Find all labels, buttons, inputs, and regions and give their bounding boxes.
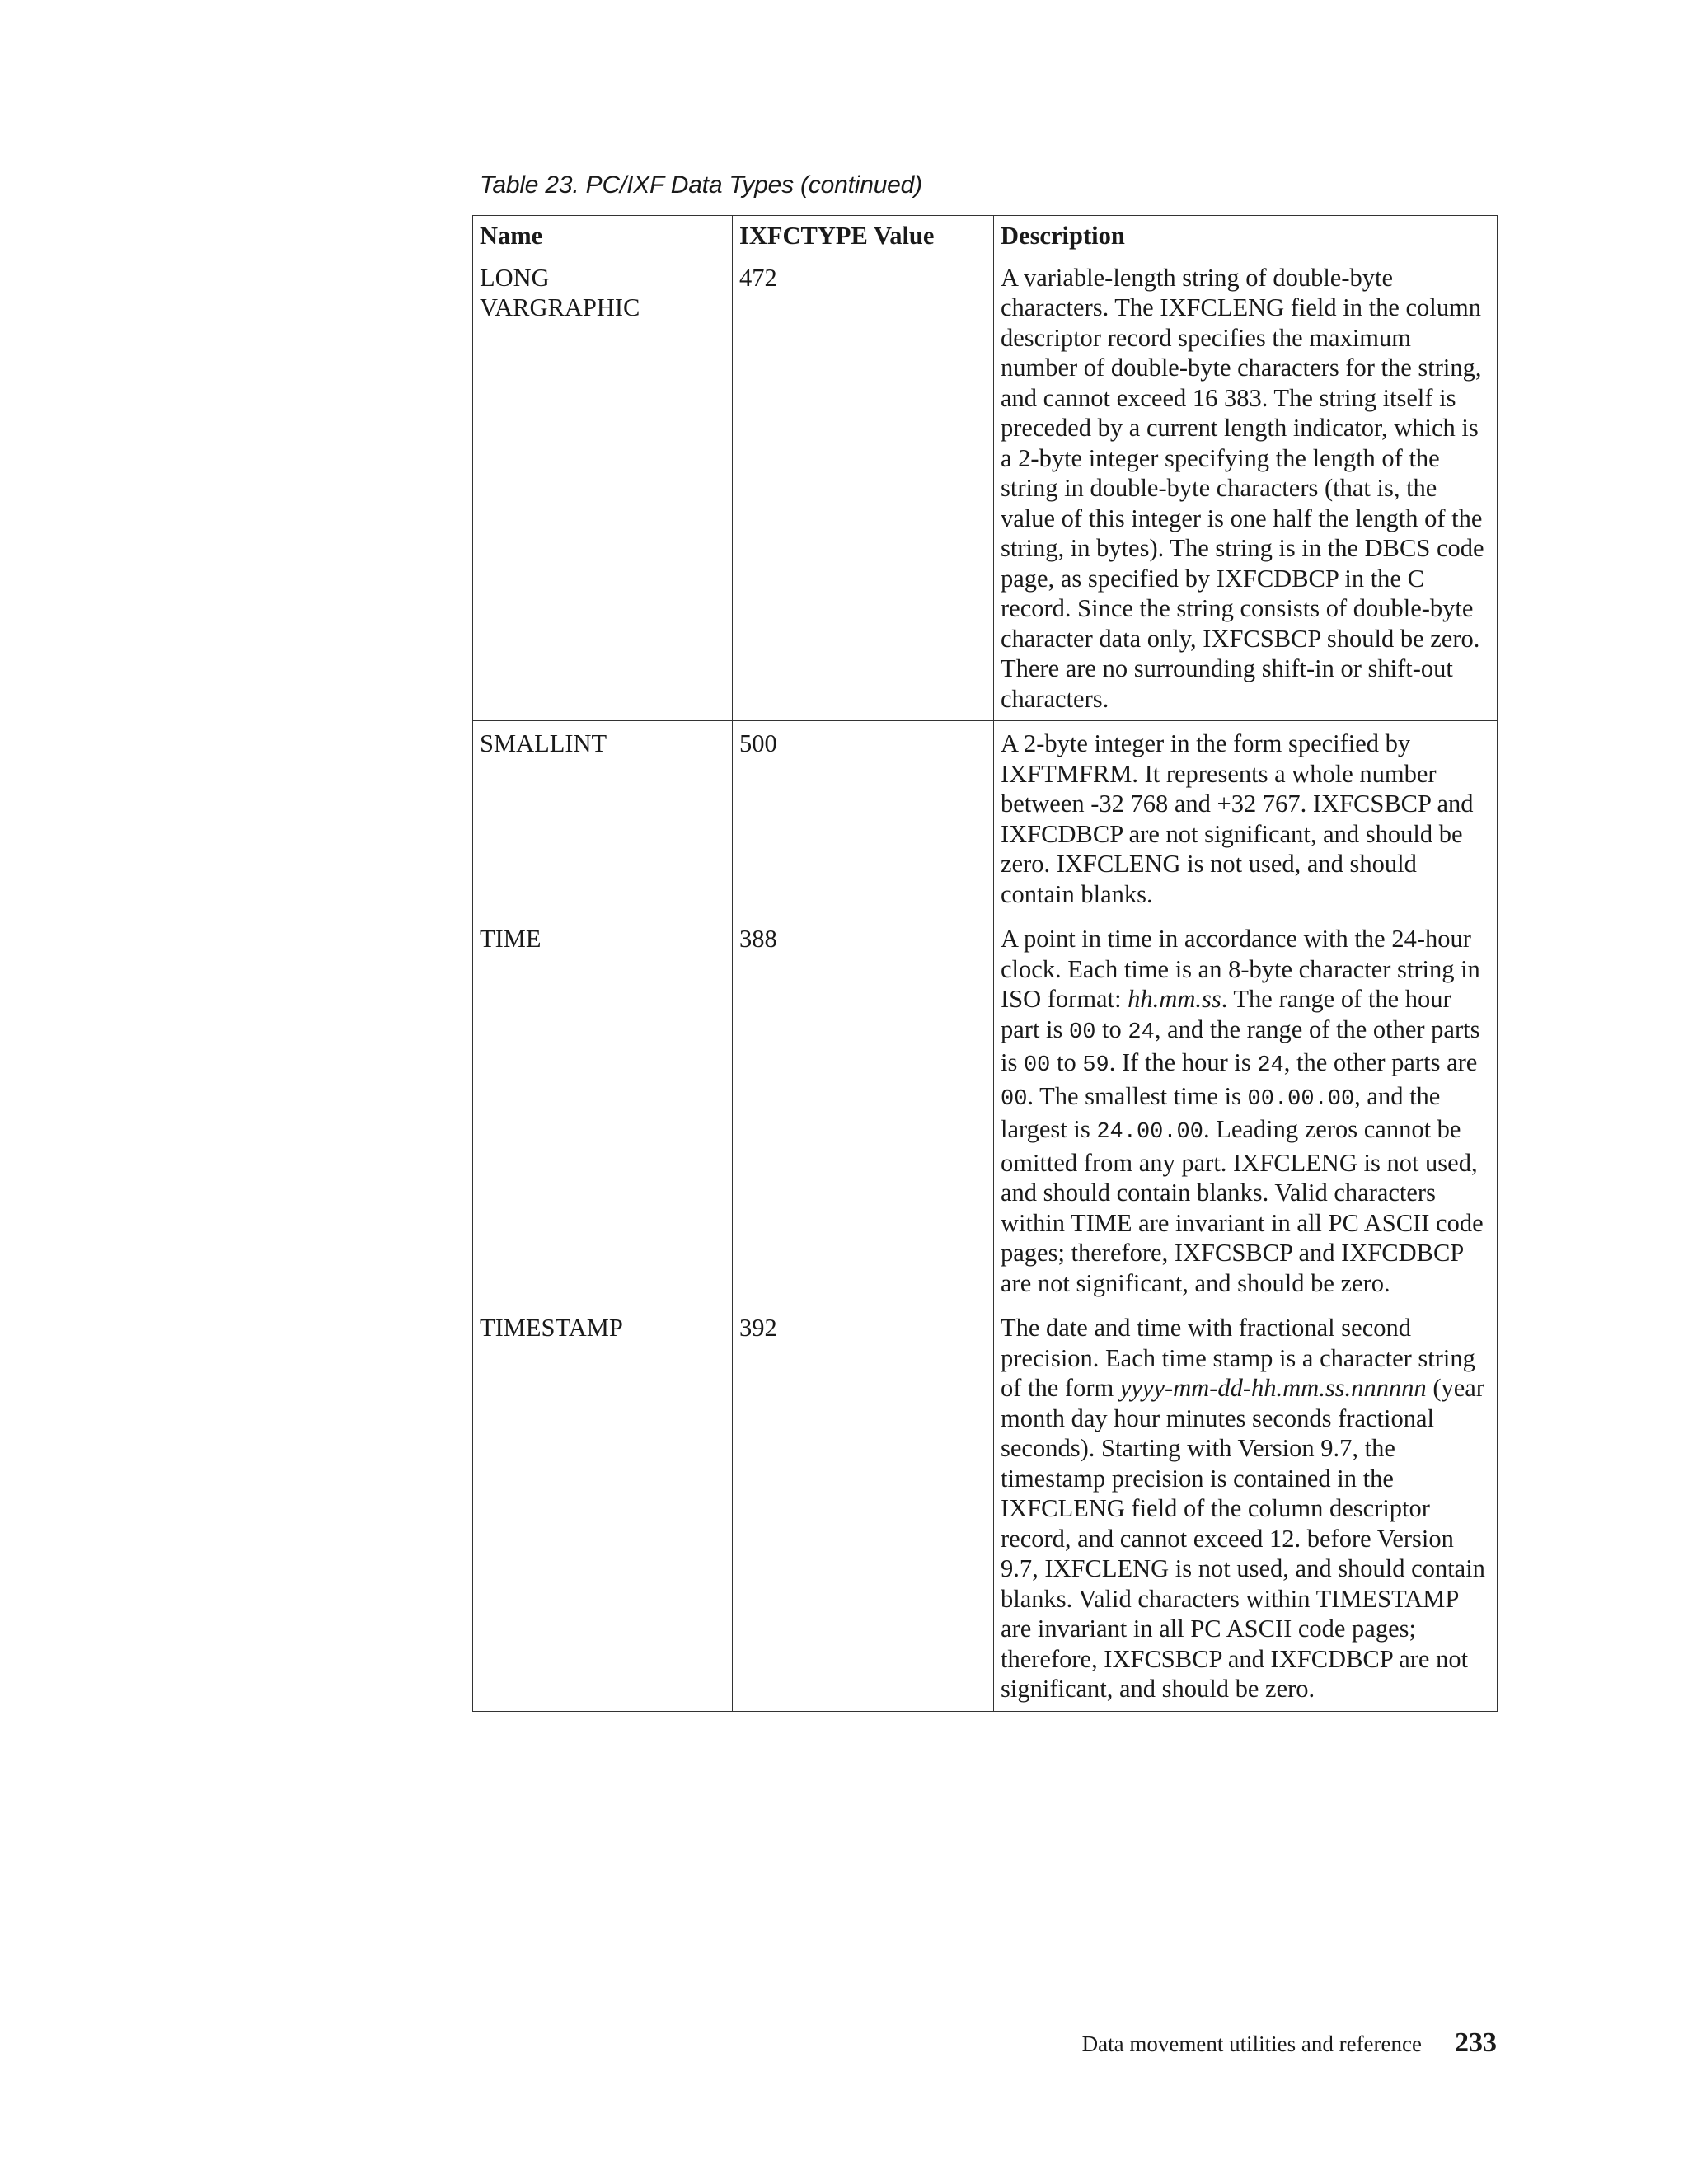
page-footer <box>1082 2027 1497 2059</box>
code-value: 24 <box>1257 1053 1284 1078</box>
desc-text: . Leading zeros cannot be omitted from any part. IXFCLENG is not used, and should contain blanks. Valid characters within TIME are invariant in all PC ASCII code pages; therefore, IXFCSBCP and IXFCDBCP are not significant, and should be zero. <box>1001 1115 1484 1297</box>
desc-text: , and the largest is <box>1001 1081 1441 1143</box>
table-caption: Table 23. PC/IXF Data Types (continued) <box>480 171 922 199</box>
row-name: TIMESTAMP <box>473 1305 733 1712</box>
code-value: 24 <box>1128 1019 1155 1045</box>
row-name <box>473 255 733 721</box>
row-description: A variable-length string of double-byte characters. The IXFCLENG field in the column descriptor record specifies the maximum number of double-byte characters for the string, and cannot exceed 16 383. The string itself is preceded by a current length indicator, which is a 2-byte integer specifying the length of the string in double-byte characters (that is, the value of this integer is one half the length of the string, in bytes). The string is in the DBCS code page, as specified by IXFCDBCP in the C record. Since the string consists of double-byte character data only, IXFCSBCP should be zero. There are no surrounding shift-in or shift-out characters. <box>994 255 1498 721</box>
table-header-row <box>473 216 1498 255</box>
row-value: 392 <box>733 1305 994 1712</box>
table-row <box>473 721 1498 916</box>
data-types-table <box>472 215 1498 1712</box>
code-value: 00.00.00 <box>1247 1086 1355 1112</box>
desc-text: , the other parts are <box>1283 1048 1478 1076</box>
row-name: TIME <box>473 916 733 1305</box>
desc-text: A point in time in accordance with the 24-hour clock. Each time is an 8-byte character string in ISO format: <box>1001 925 1480 1013</box>
desc-text: to <box>1050 1048 1083 1076</box>
table-row <box>473 1305 1498 1712</box>
header-description: Description <box>994 216 1498 255</box>
row-description <box>994 916 1498 1305</box>
desc-text: to <box>1095 1015 1128 1043</box>
page-number: 233 <box>1455 2027 1497 2058</box>
row-value: 472 <box>733 255 994 721</box>
row-name-line1: LONG <box>480 263 550 292</box>
row-description: A 2-byte integer in the form specified by IXFTMFRM. It represents a whole number between -32 768 and +32 767. IXFCSBCP and IXFCDBCP are not significant, and should be zero. IXFCLENG is not used, and should contain blanks. <box>994 721 1498 916</box>
time-format: hh.mm.ss <box>1128 985 1221 1013</box>
table-row <box>473 916 1498 1305</box>
desc-text: . If the hour is <box>1109 1048 1258 1076</box>
header-name: Name <box>473 216 733 255</box>
table-row <box>473 255 1498 721</box>
code-value: 24.00.00 <box>1096 1120 1203 1145</box>
header-ixfctype-value: IXFCTYPE Value <box>733 216 994 255</box>
desc-text: . The range of the hour part is <box>1001 985 1451 1043</box>
desc-text: , and the range of the other parts is <box>1001 1015 1480 1076</box>
row-name: SMALLINT <box>473 721 733 916</box>
desc-text: The date and time with fractional second precision. Each time stamp is a character string of the form <box>1001 1314 1475 1402</box>
footer-title: Data movement utilities and reference <box>1081 2032 1422 2056</box>
row-value: 500 <box>733 721 994 916</box>
code-value: 00 <box>1023 1053 1051 1078</box>
row-value: 388 <box>733 916 994 1305</box>
code-value: 59 <box>1082 1053 1109 1078</box>
desc-text: (year month day hour minutes seconds fractional seconds). Starting with Version 9.7, the timestamp precision is contained in the IXFCLENG field of the column descriptor record, and cannot exceed 12. before Version 9.7, IXFCLENG is not used, and should contain blanks. Valid characters within TIMESTAMP are invariant in all PC ASCII code pages; therefore, IXFCSBCP and IXFCDBCP are not significant, and should be zero. <box>1001 1374 1485 1703</box>
code-value: 00 <box>1001 1086 1028 1112</box>
timestamp-format: yyyy-mm-dd-hh.mm.ss.nnnnnn <box>1119 1374 1427 1402</box>
desc-text: . The smallest time is <box>1027 1081 1248 1110</box>
code-value: 00 <box>1069 1019 1096 1045</box>
row-name-line2: VARGRAPHIC <box>480 293 640 321</box>
row-description <box>994 1305 1498 1712</box>
